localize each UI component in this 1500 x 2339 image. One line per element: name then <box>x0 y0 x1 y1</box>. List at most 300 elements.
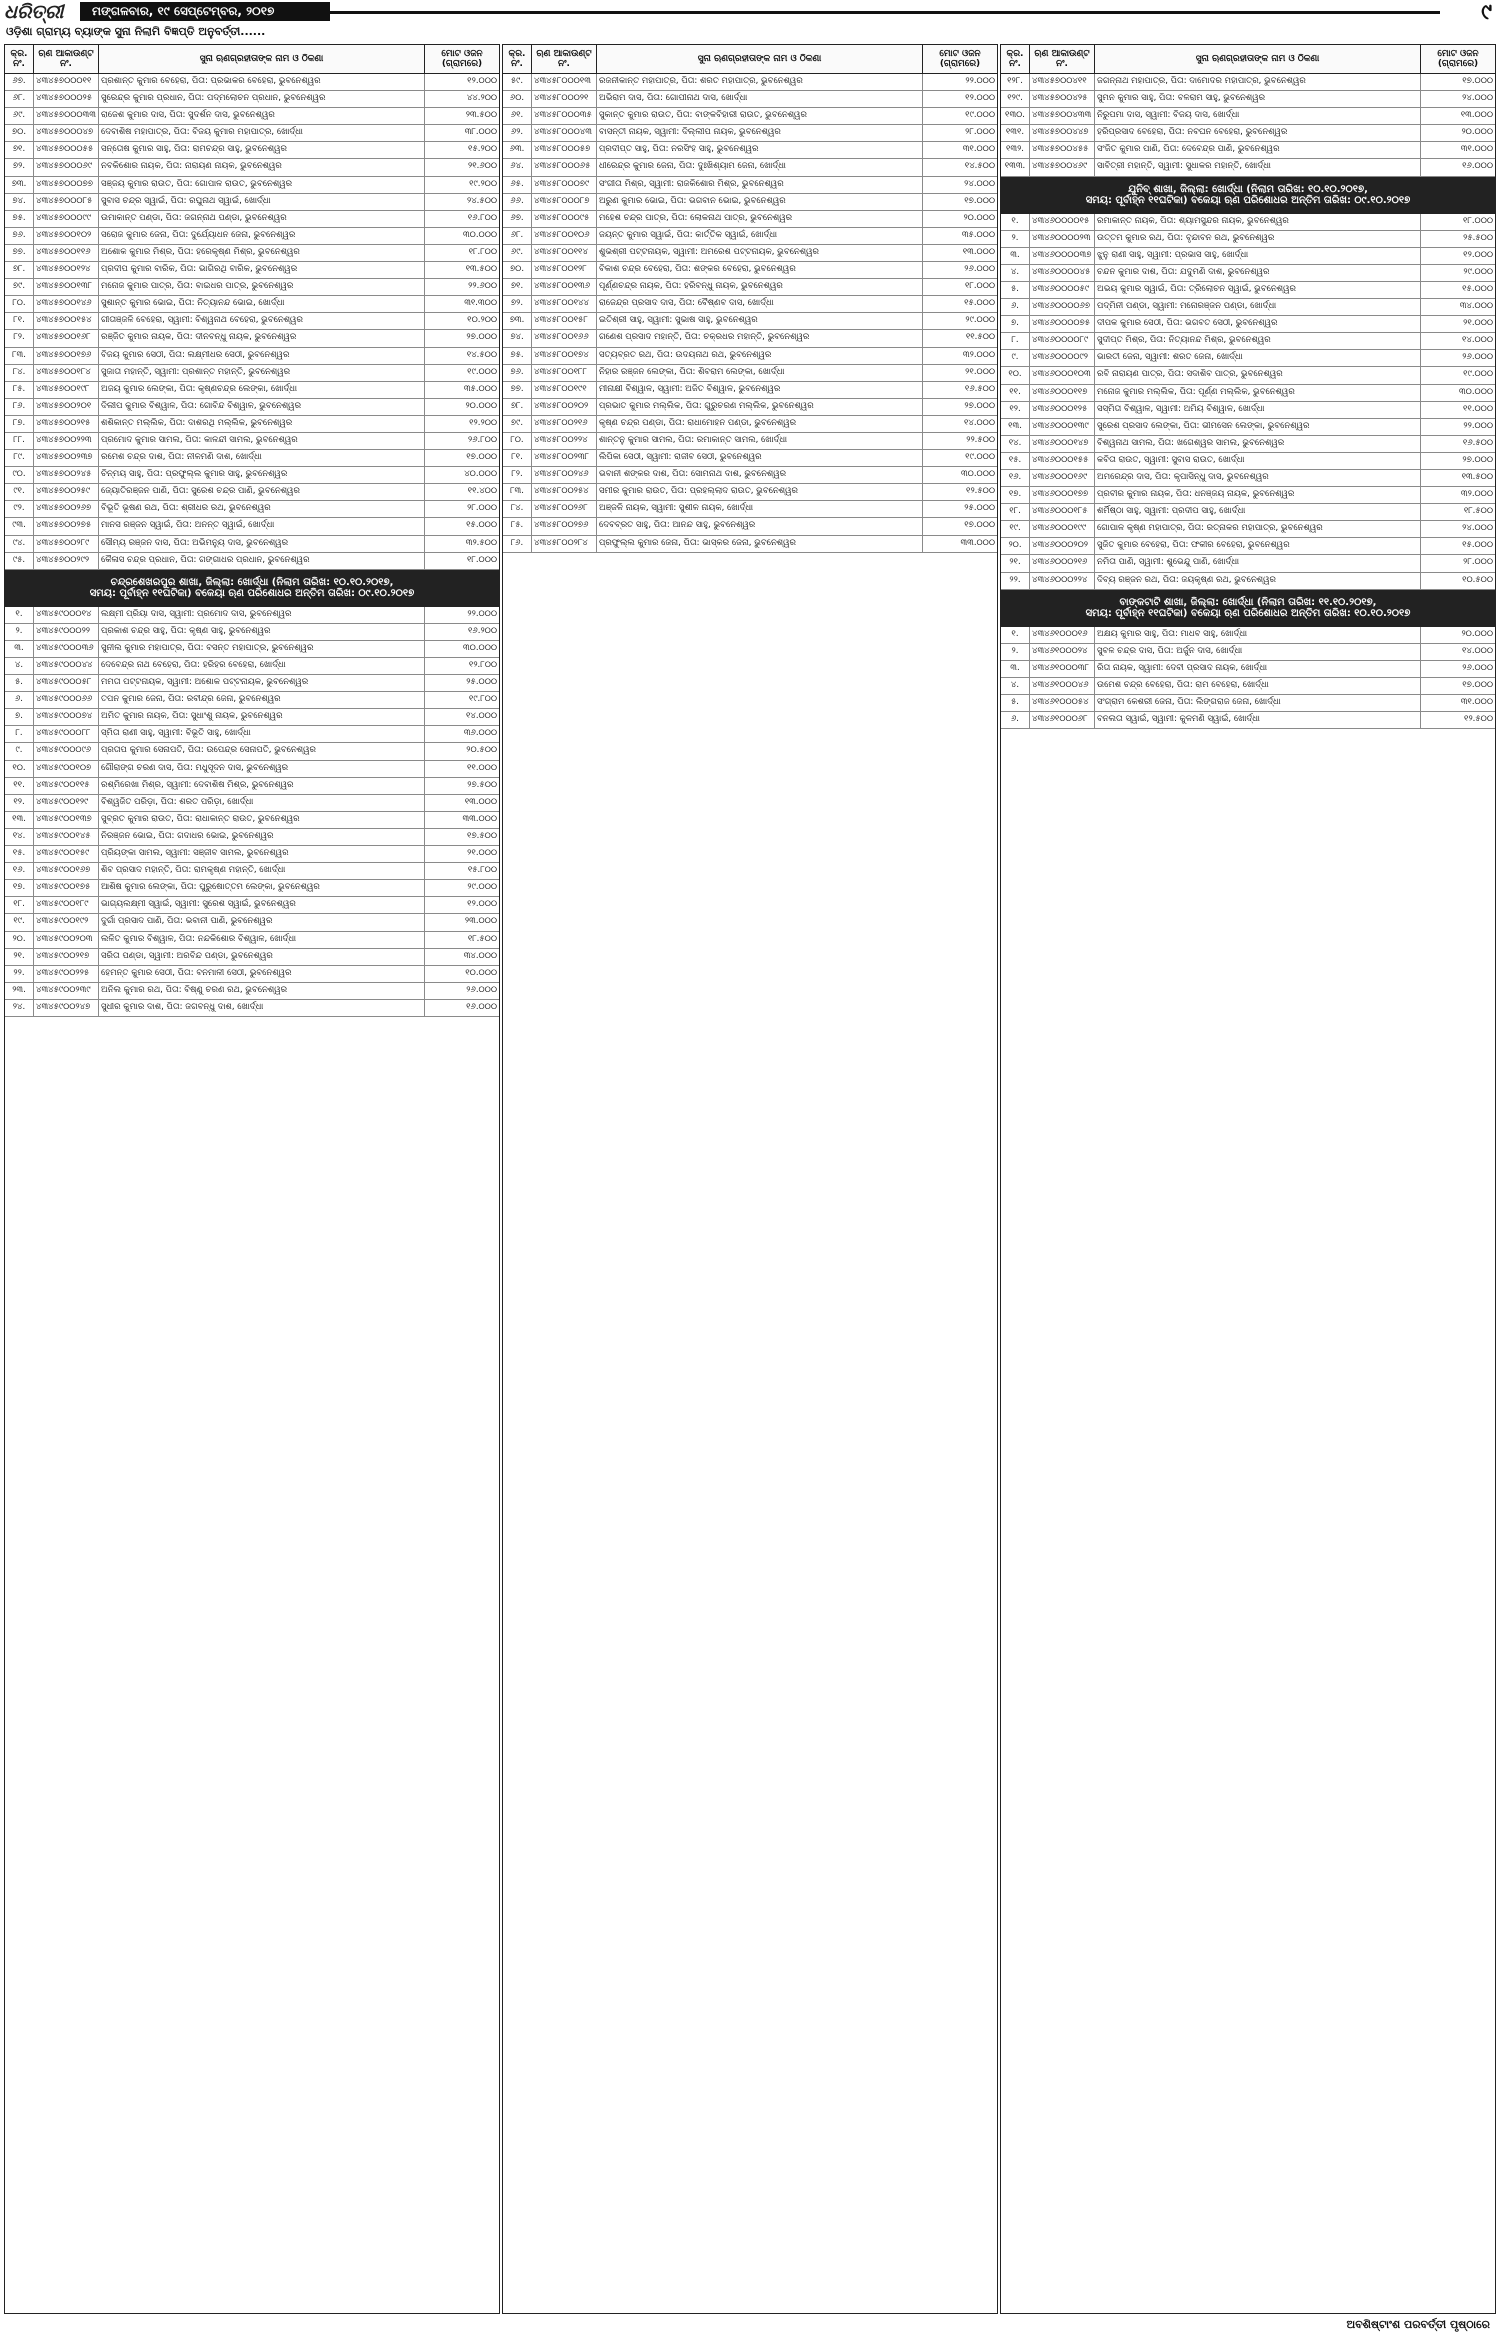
gold-weight: ୧୭.୦୦୦ <box>1462 679 1493 690</box>
account-number: ୪୩୪୫୮୦୦୧୧୪ <box>532 245 597 261</box>
serial-number: ୧୭. <box>1001 487 1030 503</box>
gold-weight: ୨୧.୦୦୦ <box>467 848 497 859</box>
serial-number: ୬୮. <box>503 228 532 244</box>
borrower-name-address: ସଂଜିତ କୁମାର ପାଣି, ପିତା: ଦେବେନ୍ଦ୍ର ପାଣି, ଭୁବନେଶ୍ୱର <box>1095 142 1421 158</box>
gold-weight: ୨୨.୬୦୦ <box>468 281 497 292</box>
borrower-name-address: ଭବାନୀ ଶଙ୍କର ଦାଶ, ପିତା: ସୋମନାଥ ଦାଶ, ଭୁବନେଶ୍ୱର <box>597 467 923 483</box>
gold-weight: ୨୩.୫୦୦ <box>465 110 497 121</box>
account-number: ୪୩୪୫୭୦୦୨୨୩ <box>34 433 99 449</box>
table-row <box>5 348 499 365</box>
borrower-name-address: ରଜନୀକାନ୍ତ ମହାପାତ୍ର, ପିତା: ଶରତ ମହାପାତ୍ର, ଭୁବନେଶ୍ୱର <box>597 74 923 90</box>
account-number: ୪୩୪୫୮୦୦୦୫୭ <box>532 142 597 158</box>
account-number: ୪୩୪୫୭୦୦୧୮୪ <box>34 365 99 381</box>
serial-number: ୧୪. <box>5 829 34 845</box>
serial-number: ୬୧. <box>503 108 532 124</box>
account-number: ୪୩୪୫୭୦୦୧୦୨ <box>34 228 99 244</box>
table-row <box>5 983 499 1000</box>
account-number: ୪୩୪୬୦୦୦୧୮୫ <box>1030 504 1095 520</box>
table-row <box>503 399 997 416</box>
borrower-name-address: ମନୋଜ କୁମାର ମଲ୍ଲିକ, ପିତା: ପୂର୍ଣ୍ଣ ମଲ୍ଲିକ, ଭୁବନେଶ୍ୱର <box>1095 385 1421 401</box>
serial-number: ୧୩. <box>1001 419 1030 435</box>
serial-number: ୯. <box>5 743 34 759</box>
table-row <box>5 880 499 897</box>
serial-number: ୨୪. <box>5 1000 34 1016</box>
table-row <box>503 450 997 467</box>
account-number: ୪୩୪୫୭୦୦୨୫୯ <box>34 484 99 500</box>
table-row <box>1001 333 1495 350</box>
account-number: ୪୩୪୫୭୦୦୦୯୯ <box>34 211 99 227</box>
account-number: ୪୩୪୫୮୦୦୧୫୮ <box>532 313 597 329</box>
gold-weight: ୨୬.୮୦୦ <box>467 434 497 445</box>
gold-weight: ୨୫.୦୦୦ <box>964 503 995 514</box>
gold-weight: ୧୨.୮୦୦ <box>468 660 497 670</box>
table-row <box>5 484 499 501</box>
gold-weight: ୧୪.୫୦୦ <box>964 161 995 172</box>
borrower-name-address: ସତ୍ୟବ୍ରତ ରଥ, ପିତା: ଉଦୟନାଥ ରଥ, ଭୁବନେଶ୍ୱର <box>597 348 923 364</box>
borrower-name-address: ପ୍ରଶାନ୍ତ କୁମାର ବେହେରା, ପିତା: ପ୍ରଭାକର ବେହେରା, ଭୁବନେଶ୍ୱର <box>99 74 425 90</box>
account-number: ୪୩୪୬୦୦୦୦୧୫ <box>1030 214 1095 230</box>
gold-weight: ୩୦.୦୦୦ <box>1459 386 1493 397</box>
branch-banner-line: ବାଙ୍କଟାଟି ଶାଖା, ଜିଲ୍ଲା: ଖୋର୍ଦ୍ଧା (ନିଲାମ ତାରିଖ: ୧୧.୧୦.୨୦୧୭, <box>1119 596 1377 608</box>
borrower-name-address: ଗୀତାଞ୍ଜଳି ବେହେରା, ସ୍ୱାମୀ: ବିଶ୍ୱନାଥ ବେହେରା, ଭୁବନେଶ୍ୱର <box>99 313 425 329</box>
table-row <box>5 125 499 142</box>
borrower-name-address: ରାଜେନ୍ଦ୍ର ପ୍ରସାଦ ଦାସ, ପିତା: ବୈଷ୍ଣବ ଦାସ, ଖୋର୍ଦ୍ଧା <box>597 296 923 312</box>
page-number: ୯ <box>1481 0 1492 25</box>
serial-number: ୪. <box>1001 265 1030 281</box>
serial-number: ୭୩. <box>503 313 532 329</box>
gold-weight: ୧୪.୦୦୦ <box>465 711 497 722</box>
serial-number: ୧୬. <box>1001 470 1030 486</box>
column-header-name: ସୁନା ଋଣଗ୍ରହୀତାଙ୍କ ନାମ ଓ ଠିକଣା <box>1095 45 1421 73</box>
table-row <box>1001 436 1495 453</box>
serial-number: ୬୬. <box>503 194 532 210</box>
account-number: ୪୩୪୬୦୦୦୧୨୫ <box>1030 402 1095 418</box>
account-number: ୪୩୪୫୯୦୦୦୧୪ <box>34 607 99 623</box>
gold-weight: ୧୬.୦୦୦ <box>1462 161 1493 172</box>
serial-number: ୬୫. <box>503 177 532 193</box>
table-row <box>5 228 499 245</box>
serial-number: ୨୨. <box>5 966 34 982</box>
table-row <box>1001 367 1495 384</box>
table-row <box>1001 419 1495 436</box>
account-number: ୪୩୪୬୧୦୦୦୪୬ <box>1030 678 1095 694</box>
branch-banner-line: ସମୟ: ପୂର୍ବାହ୍ନ ୧୧ଘଟିକା) ବକେୟା ଋଣ ପରିଶୋଧର ଅନ୍ତିମ ତାରିଖ: ୦୯.୧୦.୨୦୧୭ <box>89 587 415 599</box>
serial-number: ୭୧. <box>503 279 532 295</box>
table-row <box>503 228 997 245</box>
gold-weight: ୨୦.୦୦୦ <box>465 400 497 411</box>
borrower-name-address: ଅଜୟ କୁମାର ଲେଙ୍କା, ପିତା: କୃଷ୍ଣଚନ୍ଦ୍ର ଲେଙ୍କା, ଖୋର୍ଦ୍ଧା <box>99 382 425 398</box>
table-row <box>503 518 997 535</box>
gold-weight: ୧୦.୫୦୦ <box>1462 574 1493 585</box>
serial-number: ୭୮. <box>503 399 532 415</box>
serial-number: ୧. <box>1001 214 1030 230</box>
table-row <box>5 416 499 433</box>
borrower-name-address: ସୁବାସ ଚନ୍ଦ୍ର ସ୍ୱାଇଁ, ପିତା: ରଘୁନାଥ ସ୍ୱାଇଁ, ଖୋର୍ଦ୍ଧା <box>99 194 425 210</box>
account-number: ୪୩୪୬୦୦୦୦୬୭ <box>1030 299 1095 315</box>
serial-number: ୯୧. <box>5 484 34 500</box>
account-number: ୪୩୪୫୯୦୦୧୪୫ <box>34 829 99 845</box>
borrower-name-address: ପ୍ରମୋଦ କୁମାର ସାମଲ, ପିତା: କାଳନ୍ଦୀ ସାମଲ, ଭୁବନେଶ୍ୱର <box>99 433 425 449</box>
serial-number: ୧୦. <box>1001 367 1030 383</box>
account-number: ୪୩୪୬୦୦୦୦୯୨ <box>1030 350 1095 366</box>
gold-weight: ୨୨.୦୦୦ <box>965 76 995 86</box>
serial-number: ୮୦. <box>5 296 34 312</box>
gold-weight: ୧୫.୮୦୦ <box>467 865 497 876</box>
gold-weight: ୧୭.୦୦୦ <box>964 520 995 531</box>
borrower-name-address: ଦୁର୍ଗା ପ୍ରସାଦ ପାଣି, ପିତା: ଭବାନୀ ପାଣି, ଭୁବନେଶ୍ୱର <box>99 914 425 930</box>
account-number: ୪୩୪୬୦୦୦୦୫୯ <box>1030 282 1095 298</box>
account-number: ୪୩୪୫୯୦୦୨୪୭ <box>34 1000 99 1016</box>
borrower-name-address: ପଦ୍ମିନୀ ପଣ୍ଡା, ସ୍ୱାମୀ: ମନୋରଞ୍ଜନ ପଣ୍ଡା, ଖୋର୍ଦ୍ଧା <box>1095 299 1421 315</box>
account-number: ୪୩୪୫୯୦୦୦୪୪ <box>34 658 99 674</box>
gold-weight: ୧୯.୦୦୦ <box>1463 369 1493 380</box>
serial-number: ୮୩. <box>5 348 34 364</box>
issue-date: ମଙ୍ଗଳବାର, ୧୯ ସେପ୍ଟେମ୍ବର, ୨୦୧୭ <box>80 2 330 21</box>
account-number: ୪୩୪୬୦୦୦୧୭୭ <box>1030 487 1095 503</box>
gold-weight: ୨୭.୦୦୦ <box>1462 454 1493 465</box>
borrower-name-address: ସଞ୍ଜୟ କୁମାର ରାଉତ, ପିତା: ଗୋପାଳ ରାଉତ, ଭୁବନେଶ୍ୱର <box>99 177 425 193</box>
account-number: ୪୩୪୫୮୦୦୦୬୫ <box>532 159 597 175</box>
serial-number: ୮୩. <box>503 484 532 500</box>
account-number: ୪୩୪୫୭୦୦୦୫୫ <box>34 142 99 158</box>
table-row <box>1001 712 1495 729</box>
gold-weight: ୧୨.୦୦୦ <box>965 93 995 104</box>
account-number: ୪୩୪୫୮୦୦୦୭୯ <box>532 177 597 193</box>
table-row <box>5 433 499 450</box>
table-row <box>503 382 997 399</box>
gold-weight: ୧୪.୦୦୦ <box>963 417 995 428</box>
table-row <box>1001 453 1495 470</box>
serial-number: ୧୩୦. <box>1001 108 1030 124</box>
borrower-name-address: ଭାଗ୍ୟଲକ୍ଷ୍ମୀ ସ୍ୱାଇଁ, ସ୍ୱାମୀ: ସୁରେଶ ସ୍ୱାଇଁ, ଭୁବନେଶ୍ୱର <box>99 897 425 913</box>
borrower-name-address: ପ୍ରଭାତ କୁମାର ମଲ୍ଲିକ, ପିତା: ଗୁରୁଚରଣ ମଲ୍ଲିକ, ଭୁବନେଶ୍ୱର <box>597 399 923 415</box>
account-number: ୪୩୪୫୮୦୦୧୯୧ <box>532 382 597 398</box>
table-column-3 <box>1000 44 1496 2314</box>
borrower-name-address: ଗୌରାଙ୍ଗ ଚରଣ ଦାସ, ପିତା: ମଧୁସୂଦନ ଦାସ, ଭୁବନେଶ୍ୱର <box>99 761 425 777</box>
account-number: ୪୩୪୫୮୦୦୧୭୪ <box>532 348 597 364</box>
account-number: ୪୩୪୫୯୦୦୨୨୫ <box>34 966 99 982</box>
borrower-name-address: ଚନ୍ଦନ କୁମାର ଦାଶ, ପିତା: ଯଦୁମଣି ଦାଶ, ଭୁବନେଶ୍ୱର <box>1095 265 1421 281</box>
serial-number: ୧୩. <box>5 812 34 828</box>
account-number: ୪୩୪୬୧୦୦୦୩୮ <box>1030 661 1095 677</box>
borrower-name-address: ପ୍ରବୀର କୁମାର ନାୟକ, ପିତା: ଧନଞ୍ଜୟ ନାୟକ, ଭୁବନେଶ୍ୱର <box>1095 487 1421 503</box>
serial-number: ୧୭. <box>5 880 34 896</box>
account-number: ୪୩୪୫୮୦୦୨୧୬ <box>532 416 597 432</box>
gold-weight: ୧୩.୫୦୦ <box>1461 471 1493 482</box>
gold-weight: ୩୮.୦୦୦ <box>464 127 497 138</box>
serial-number: ୧୦. <box>5 761 34 777</box>
gold-weight: ୨୮.୦୦୦ <box>965 127 995 138</box>
account-number: ୪୩୪୫୯୦୦୦୫୮ <box>34 675 99 691</box>
table-row <box>1001 644 1495 661</box>
account-number: ୪୩୪୫୮୦୦୨୩୮ <box>532 450 597 466</box>
serial-number: ୭. <box>5 709 34 725</box>
account-number: ୪୩୪୬୦୦୦୧୪୭ <box>1030 436 1095 452</box>
serial-number: ୭୫. <box>503 348 532 364</box>
gold-weight: ୨୭.୫୦୦ <box>467 779 497 790</box>
account-number: ୪୩୪୫୮୦୦୧୪୪ <box>532 296 597 312</box>
borrower-name-address: ବିକାଶ ଚନ୍ଦ୍ର ବେହେରା, ପିତା: ଶଙ୍କର ବେହେରା, ଭୁବନେଶ୍ୱର <box>597 262 923 278</box>
account-number: ୪୩୪୫୭୦୦୪୩୩ <box>1030 108 1095 124</box>
account-number: ୪୩୪୫୮୦୦୨୬୮ <box>532 501 597 517</box>
gold-weight: ୨୪.୦୦୦ <box>1462 93 1493 104</box>
table-header <box>5 45 499 74</box>
gold-weight: ୩୦.୦୦୦ <box>463 229 497 240</box>
gold-weight: ୧୫.୦୦୦ <box>1462 283 1493 294</box>
table-row <box>5 313 499 330</box>
serial-number: ୧୨. <box>5 795 34 811</box>
account-number: ୪୩୪୫୮୦୦୨୪୬ <box>532 467 597 483</box>
account-number: ୪୩୪୫୯୦୦୧୯୨ <box>34 914 99 930</box>
table-row <box>503 91 997 108</box>
borrower-name-address: ସୁଜାତା ମହାନ୍ତି, ସ୍ୱାମୀ: ପ୍ରଶାନ୍ତ ମହାନ୍ତି, ଭୁବନେଶ୍ୱର <box>99 365 425 381</box>
serial-number: ୧୮. <box>1001 504 1030 520</box>
serial-number: ୭୯. <box>503 416 532 432</box>
gold-weight: ୨୫.୫୦୦ <box>1463 232 1493 243</box>
table-row <box>503 74 997 91</box>
table-row <box>503 279 997 296</box>
table-row <box>503 211 997 228</box>
borrower-name-address: ବିଜୟ କୁମାର ସେଠୀ, ପିତା: ଲକ୍ଷ୍ମୀଧର ସେଠୀ, ଭୁବନେଶ୍ୱର <box>99 348 425 364</box>
borrower-name-address: ଗଣେଶ ପ୍ରସାଦ ମହାନ୍ତି, ପିତା: ଚକ୍ରଧର ମହାନ୍ତି, ଭୁବନେଶ୍ୱର <box>597 330 923 346</box>
serial-number: ୮୮. <box>5 433 34 449</box>
serial-number: ୮୪. <box>503 501 532 517</box>
table-header <box>503 45 997 74</box>
borrower-name-address: ରମେଶ ଚନ୍ଦ୍ର ଦାଶ, ପିତା: ନୀଳମଣି ଦାଶ, ଖୋର୍ଦ୍ଧା <box>99 450 425 466</box>
serial-number: ୮୬. <box>503 536 532 552</box>
column-header-account: ଋଣ ଆକାଉଣ୍ଟ ନଂ. <box>1030 45 1095 73</box>
gold-weight: ୩୩.୦୦୦ <box>462 813 497 824</box>
gold-weight: ୩୧.୩୦୦ <box>464 298 497 309</box>
account-number: ୪୩୪୫୮୦୦୦୮୭ <box>532 194 597 210</box>
account-number: ୪୩୪୬୧୦୦୦୨୪ <box>1030 644 1095 660</box>
serial-number: ୧୩୩. <box>1001 159 1030 175</box>
serial-number: ୬୨. <box>503 125 532 141</box>
table-row <box>503 433 997 450</box>
serial-number: ୬୭. <box>5 74 34 90</box>
serial-number: ୩. <box>5 641 34 657</box>
gold-weight: ୧୧.୪୦୦ <box>467 486 497 497</box>
gold-weight: ୧୩.୦୦୦ <box>962 246 995 257</box>
serial-number: ୭୦. <box>503 262 532 278</box>
gold-weight: ୨୧.୬୦୦ <box>467 161 497 172</box>
gold-weight: ୨୪.୦୦୦ <box>1462 523 1493 534</box>
borrower-name-address: ବିଶ୍ୱଜିତ ପରିଡ଼ା, ପିତା: ଶରତ ପରିଡ଼ା, ଖୋର୍ଦ୍ଧା <box>99 795 425 811</box>
serial-number: ୬. <box>1001 299 1030 315</box>
serial-number: ୪. <box>1001 678 1030 694</box>
borrower-name-address: କୃଷ୍ଣ ଚନ୍ଦ୍ର ପଣ୍ଡା, ପିତା: ରାଧାମୋହନ ପଣ୍ଡା, ଭୁବନେଶ୍ୱର <box>597 416 923 432</box>
borrower-name-address: ଅକ୍ଷୟ କୁମାର ସାହୁ, ପିତା: ମାଧବ ସାହୁ, ଖୋର୍ଦ୍ଧା <box>1095 627 1421 643</box>
column-header-sl: କ୍ର. ନଂ. <box>503 45 532 73</box>
borrower-name-address: ମମତା ପଟ୍ଟନାୟକ, ସ୍ୱାମୀ: ଅଶୋକ ପଟ୍ଟନାୟକ, ଭୁବନେଶ୍ୱର <box>99 675 425 691</box>
gold-weight: ୩୧.୦୦୦ <box>1460 144 1493 155</box>
borrower-name-address: ସଂଗୀତା ମିଶ୍ର, ସ୍ୱାମୀ: ରାଜକିଶୋର ମିଶ୍ର, ଭୁବନେଶ୍ୱର <box>597 177 923 193</box>
account-number: ୪୩୪୫୯୦୦୧୫୯ <box>34 846 99 862</box>
serial-number: ୧୨୮. <box>1001 74 1030 90</box>
borrower-name-address: ଉତ୍ତମ କୁମାର ରଥ, ପିତା: ବୃନ୍ଦାବନ ରଥ, ଭୁବନେଶ୍ୱର <box>1095 231 1421 247</box>
gold-weight: ୩୨.୦୦୦ <box>1460 489 1493 500</box>
serial-number: ୨୦. <box>5 932 34 948</box>
table-row <box>5 467 499 484</box>
borrower-name-address: ହରିପ୍ରସାଦ ବେହେରା, ପିତା: ନବଘନ ବେହେରା, ଭୁବନେଶ୍ୱର <box>1095 125 1421 141</box>
borrower-name-address: ରଞ୍ଜିତ କୁମାର ନାୟକ, ପିତା: ଦୀନବନ୍ଧୁ ନାୟକ, ଭୁବନେଶ୍ୱର <box>99 330 425 346</box>
account-number: ୪୩୪୫୭୦୦୨୦୧ <box>34 399 99 415</box>
table-row <box>1001 74 1495 91</box>
table-row <box>1001 470 1495 487</box>
column-header-account: ଋଣ ଆକାଉଣ୍ଟ ନଂ. <box>532 45 597 73</box>
gold-weight: ୨୬.୦୦୦ <box>964 264 995 275</box>
gold-weight: ୨୮.୦୦୦ <box>1463 557 1493 568</box>
gold-weight: ୧୩.୦୦୦ <box>464 796 497 807</box>
table-row <box>1001 661 1495 678</box>
gold-weight: ୨୪.୫୦୦ <box>467 195 497 206</box>
serial-number: ୧୫. <box>5 846 34 862</box>
gold-weight: ୧୯.୮୦୦ <box>468 694 497 705</box>
serial-number: ୮୨. <box>5 330 34 346</box>
borrower-name-address: ଧୀରେନ୍ଦ୍ର କୁମାର ଜେନା, ପିତା: ଦୁଃଖିଶ୍ୟାମ ଜେନା, ଖୋର୍ଦ୍ଧା <box>597 159 923 175</box>
serial-number: ୧. <box>5 607 34 623</box>
serial-number: ୮୦. <box>503 433 532 449</box>
serial-number: ୧୬. <box>5 863 34 879</box>
gold-weight: ୩୩.୦୦୦ <box>960 537 995 548</box>
account-number: ୪୩୪୫୭୦୦୦୪୭ <box>34 125 99 141</box>
account-number: ୪୩୪୫୭୦୦୧୯୮ <box>34 382 99 398</box>
table-row <box>503 313 997 330</box>
borrower-name-address: ମହେଶ ଚନ୍ଦ୍ର ପାତ୍ର, ପିତା: ଲୋକନାଥ ପାତ୍ର, ଭୁବନେଶ୍ୱର <box>597 211 923 227</box>
borrower-name-address: ଅଭିରାମ ଦାସ, ପିତା: ଗୋପୀନାଥ ଦାସ, ଖୋର୍ଦ୍ଧା <box>597 91 923 107</box>
table-row <box>1001 555 1495 572</box>
gold-weight: ୧୪.୫୦୦ <box>466 349 497 360</box>
account-number: ୪୩୪୫୮୦୦୦୪୩ <box>532 125 597 141</box>
borrower-name-address: ନିରଞ୍ଜନ ଭୋଇ, ପିତା: ଗଦାଧର ଭୋଇ, ଭୁବନେଶ୍ୱର <box>99 829 425 845</box>
borrower-name-address: ସ୍ମିତା ରାଣୀ ସାହୁ, ସ୍ୱାମୀ: ବିଭୂତି ସାହୁ, ଖୋର୍ଦ୍ଧା <box>99 726 425 742</box>
serial-number: ୨୨. <box>1001 573 1030 589</box>
serial-number: ୮୧. <box>5 313 34 329</box>
table-row <box>5 536 499 553</box>
borrower-name-address: ରିତା ନାୟକ, ସ୍ୱାମୀ: ଦେବୀ ପ୍ରସାଦ ନାୟକ, ଖୋର୍ଦ୍ଧା <box>1095 661 1421 677</box>
table-row <box>1001 402 1495 419</box>
table-row <box>5 142 499 159</box>
gold-weight: ୧୯.୦୦୦ <box>965 110 995 121</box>
gold-weight: ୧୬.୦୦୦ <box>466 1001 497 1012</box>
table-row <box>1001 125 1495 142</box>
borrower-name-address: ସୌମ୍ୟ ରଞ୍ଜନ ଦାସ, ପିତା: ଅଭିମନ୍ୟୁ ଦାସ, ଭୁବନେଶ୍ୱର <box>99 536 425 552</box>
account-number: ୪୩୪୬୦୦୦୧୧୭ <box>1030 385 1095 401</box>
table-row <box>5 897 499 914</box>
gold-weight: ୨୬.୦୦୦ <box>1462 352 1493 363</box>
account-number: ୪୩୪୫୯୦୦୧୨୯ <box>34 795 99 811</box>
gold-weight: ୨୯.୦୦୦ <box>1463 266 1493 277</box>
borrower-name-address: ସୁଦୀପ୍ତ ମିଶ୍ର, ପିତା: ନିତ୍ୟାନନ୍ଦ ମିଶ୍ର, ଭୁବନେଶ୍ୱର <box>1095 333 1421 349</box>
gold-weight: ୪୪.୨୦୦ <box>466 93 497 104</box>
serial-number: ୩. <box>1001 661 1030 677</box>
borrower-name-address: ପ୍ରକାଶ ଚନ୍ଦ୍ର ସାହୁ, ପିତା: କୃଷ୍ଣ ସାହୁ, ଭୁବନେଶ୍ୱର <box>99 624 425 640</box>
serial-number: ୧୨୯. <box>1001 91 1030 107</box>
branch-banner-line: ଚନ୍ଦ୍ରଶେଖରପୁର ଶାଖା, ଜିଲ୍ଲା: ଖୋର୍ଦ୍ଧା (ନିଲାମ ତାରିଖ: ୧୦.୧୦.୨୦୧୭, <box>110 576 394 588</box>
serial-number: ୭୦. <box>5 125 34 141</box>
table-row <box>5 245 499 262</box>
borrower-name-address: ସୁରେନ୍ଦ୍ର କୁମାର ପ୍ରଧାନ, ପିତା: ପଦ୍ମଲୋଚନ ପ୍ରଧାନ, ଭୁବନେଶ୍ୱର <box>99 91 425 107</box>
gold-weight: ୧୫.୦୦୦ <box>1462 540 1493 551</box>
serial-number: ୧୪. <box>1001 436 1030 452</box>
table-row <box>5 518 499 535</box>
serial-number: ୭୩. <box>5 177 34 193</box>
account-number: ୪୩୪୫୮୦୦୦୨୧ <box>532 91 597 107</box>
table-row <box>5 194 499 211</box>
table-row <box>5 262 499 279</box>
account-number: ୪୩୪୫୭୦୦୨୧୫ <box>34 416 99 432</box>
borrower-name-address: ସୁବ୍ରତ କୁମାର ରାଉତ, ପିତା: ରାଧାକାନ୍ତ ରାଉତ, ଭୁବନେଶ୍ୱର <box>99 812 425 828</box>
borrower-name-address: ରଶ୍ମିରେଖା ମିଶ୍ର, ସ୍ୱାମୀ: ଦେବାଶିଷ ମିଶ୍ର, ଭୁବନେଶ୍ୱର <box>99 778 425 794</box>
gold-weight: ୧୮.୦୦୦ <box>1462 215 1493 226</box>
gold-weight: ୨୭.୦୦୦ <box>964 400 995 411</box>
serial-number: ୭୨. <box>503 296 532 312</box>
serial-number: ୯. <box>1001 350 1030 366</box>
table-row <box>5 829 499 846</box>
table-row <box>5 778 499 795</box>
table-row <box>503 536 997 553</box>
borrower-name-address: ମାନସ ରଞ୍ଜନ ସ୍ୱାଇଁ, ପିତା: ଅନନ୍ତ ସ୍ୱାଇଁ, ଖୋର୍ଦ୍ଧା <box>99 518 425 534</box>
account-number: ୪୩୪୫୯୦୦୧୦୭ <box>34 761 99 777</box>
serial-number: ୮. <box>5 726 34 742</box>
gold-weight: ୧୨.୫୦୦ <box>966 486 995 497</box>
borrower-name-address: ଝୁନୁ ରାଣୀ ସାହୁ, ସ୍ୱାମୀ: ପ୍ରଭାସ ସାହୁ, ଖୋର୍ଦ୍ଧା <box>1095 248 1421 264</box>
gold-weight: ୧୪.୦୦୦ <box>1461 645 1493 656</box>
table-row <box>1001 142 1495 159</box>
serial-number: ୮୪. <box>5 365 34 381</box>
borrower-name-address: ସୁନୀଲ କୁମାର ମହାପାତ୍ର, ପିତା: ବସନ୍ତ ମହାପାତ୍ର, ଭୁବନେଶ୍ୱର <box>99 641 425 657</box>
serial-number: ୮୯. <box>5 450 34 466</box>
table-row <box>1001 504 1495 521</box>
table-row <box>1001 538 1495 555</box>
borrower-name-address: ସମୀର କୁମାର ରାଉତ, ପିତା: ପ୍ରହଲ୍ଲାଦ ରାଉତ, ଭୁବନେଶ୍ୱର <box>597 484 923 500</box>
table-row <box>5 709 499 726</box>
table-column-1 <box>4 44 500 2314</box>
gold-weight: ୨୮.୦୦୦ <box>467 503 497 514</box>
table-row <box>1001 627 1495 644</box>
borrower-name-address: ଲକ୍ଷ୍ମୀ ପ୍ରିୟା ଦାସ, ସ୍ୱାମୀ: ପ୍ରମୋଦ ଦାସ, ଭୁବନେଶ୍ୱର <box>99 607 425 623</box>
gold-weight: ୧୩.୦୦୦ <box>1460 110 1493 121</box>
borrower-name-address: ଶର୍ମିଷ୍ଠା ସାହୁ, ସ୍ୱାମୀ: ପ୍ରଦୀପ ସାହୁ, ଖୋର୍ଦ୍ଧା <box>1095 504 1421 520</box>
gold-weight: ୧୫.୦୦୦ <box>964 298 995 309</box>
serial-number: ୨. <box>1001 644 1030 660</box>
borrower-name-address: ନିହାର ରଞ୍ଜନ ଲେଙ୍କା, ପିତା: ଶିବରାମ ଲେଙ୍କା, ଖୋର୍ଦ୍ଧା <box>597 365 923 381</box>
table-row <box>5 74 499 91</box>
account-number: ୪୩୪୬୧୦୦୦୬୮ <box>1030 712 1095 728</box>
table-row <box>5 607 499 624</box>
account-number: ୪୩୪୫୯୦୦୦୨୨ <box>34 624 99 640</box>
table-row <box>503 194 997 211</box>
borrower-name-address: ମନୋଜ କୁମାର ପାତ୍ର, ପିତା: ବାଇଧର ପାତ୍ର, ଭୁବନେଶ୍ୱର <box>99 279 425 295</box>
gold-weight: ୧୯.୦୦୦ <box>467 366 497 377</box>
gold-weight: ୩୫.୦୦୦ <box>961 229 995 240</box>
table-row <box>503 159 997 176</box>
table-column-2 <box>502 44 998 2314</box>
table-row <box>5 296 499 313</box>
table-row <box>5 812 499 829</box>
gold-weight: ୨୨.୦୦୦ <box>467 608 497 619</box>
serial-number: ୬୪. <box>503 159 532 175</box>
borrower-name-address: ହେମନ୍ତ କୁମାର ସେଠୀ, ପିତା: ବନମାଳୀ ସେଠୀ, ଭୁବନେଶ୍ୱର <box>99 966 425 982</box>
table-row <box>503 501 997 518</box>
serial-number: ୬. <box>1001 712 1030 728</box>
gold-weight: ୧୪.୦୦୦ <box>1461 335 1493 346</box>
serial-number: ୯୩. <box>5 518 34 534</box>
gold-weight: ୩୦.୦୦୦ <box>961 469 995 480</box>
gold-weight: ୧୭.୦୦୦ <box>1462 76 1493 86</box>
serial-number: ୭୨. <box>5 159 34 175</box>
serial-number: ୧୩୧. <box>1001 125 1030 141</box>
